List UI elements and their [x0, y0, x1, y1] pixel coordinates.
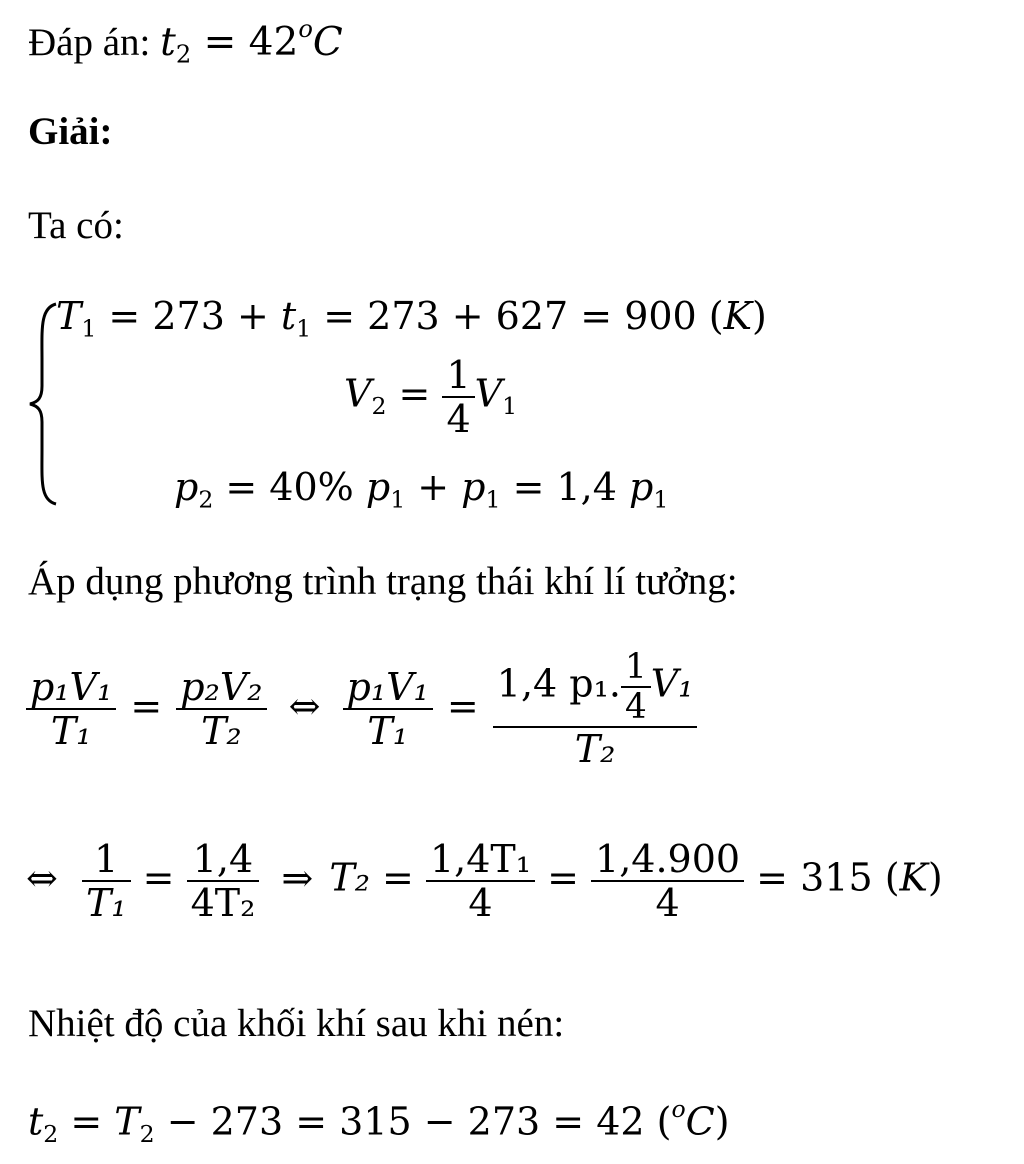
eq2-result: = 315 ( [756, 855, 900, 900]
s3-p1b-sub: 1 [485, 485, 501, 514]
final-eq: = [58, 1099, 115, 1144]
s1-rhs: = 273 + 627 = 900 ( [311, 294, 724, 338]
eq2-c-den: 4 [468, 881, 493, 925]
s1-T-sub: 1 [81, 314, 97, 343]
answer-label: Đáp án: [28, 21, 161, 65]
answer-value: = 42 [191, 20, 299, 66]
eq1-equals-2: = [446, 683, 479, 728]
s2-num: 1 [442, 356, 474, 398]
s3-p1b: p [461, 465, 486, 509]
system-line-3 [174, 465, 669, 514]
final-T: T [114, 1099, 140, 1144]
answer-var: t [160, 20, 176, 66]
final-equation [28, 1095, 730, 1149]
eq2-d-den: 4 [655, 881, 680, 925]
eq1-d-num [493, 647, 698, 728]
solution-heading: Giải: [28, 110, 113, 153]
final-t-sub: 2 [43, 1120, 59, 1149]
s2-V1-sub: 1 [502, 392, 518, 421]
s1-T: T [56, 294, 82, 338]
eq2-b-den: 4T₂ [190, 881, 256, 925]
eq2-equals-2: = [382, 855, 414, 900]
answer-line [28, 17, 343, 67]
eq2-frac-c [426, 837, 535, 925]
s2-den: 4 [446, 397, 471, 441]
s3-p1: p [365, 465, 391, 509]
s3-rhs: = 1,4 [500, 465, 629, 509]
eq1-d-den: T₂ [574, 727, 616, 772]
eq2-a-num: 1 [82, 840, 131, 882]
eq2-close: ) [927, 855, 943, 900]
s1-t-sub: 1 [296, 314, 312, 343]
final-T-sub: 2 [139, 1120, 155, 1149]
system-line-2 [344, 353, 518, 441]
s1-close: ) [752, 294, 767, 338]
final-t: t [28, 1099, 44, 1144]
answer-unit: C [312, 20, 343, 66]
eq1-d-pre: 1,4 p₁. [496, 661, 621, 706]
eq1-a-num: p₁V₁ [26, 668, 116, 710]
answer-math [160, 15, 343, 69]
eq1-d-fn: 1 [621, 650, 651, 688]
eq2-frac-a [82, 837, 131, 925]
s2-fraction [442, 353, 474, 441]
answer-sub: 2 [175, 40, 192, 69]
final-close: ) [714, 1099, 730, 1144]
eq2-unit: K [899, 855, 928, 900]
eq1-frac-b [176, 665, 266, 754]
eq1-frac-a [26, 665, 116, 754]
intro-text: Ta có: [28, 204, 124, 247]
eq2-lhs: T₂ [329, 855, 370, 900]
eq2-equals-3: = [547, 855, 579, 900]
s2-V1: V [474, 371, 503, 416]
s3-mid: = 40% [213, 465, 366, 509]
eq1-d-post: V₁ [650, 661, 694, 706]
eq1-d-inner-frac [621, 647, 651, 728]
s2-V: V [344, 371, 372, 416]
eq2-frac-b [187, 837, 260, 925]
final-unit: C [685, 1099, 715, 1144]
eq1-c-num: p₁V₁ [343, 668, 433, 710]
temperature-text: Nhiệt độ của khối khí sau khi nén: [28, 1002, 565, 1045]
s3-p1c: p [629, 465, 654, 509]
s3-p1c-sub: 1 [653, 485, 669, 514]
final-degree: o [671, 1095, 686, 1123]
equation-2 [26, 837, 943, 925]
eq2-a-den: T₁ [85, 881, 127, 925]
s2-eq: = [386, 371, 443, 416]
eq1-a-den: T₁ [50, 709, 92, 754]
system-line-1 [56, 294, 767, 343]
eq1-b-num: p₂V₂ [176, 668, 266, 710]
s1-mid: = 273 + [96, 294, 281, 338]
eq2-d-num: 1,4.900 [591, 840, 744, 882]
apply-text: Áp dụng phương trình trạng thái khí lí tưởng: [28, 560, 738, 603]
s1-t: t [280, 294, 297, 338]
s3-p1-sub: 1 [390, 485, 406, 514]
eq1-c-den: T₁ [367, 709, 408, 754]
eq1-d-fd: 4 [624, 687, 647, 728]
s2-V-sub: 2 [371, 392, 387, 421]
eq1-iff: ⇔ [288, 683, 321, 728]
s3-plus: + [405, 465, 462, 509]
eq1-equals-1: = [130, 683, 163, 728]
eq2-c-num: 1,4T₁ [426, 840, 535, 882]
final-rhs: − 273 = 315 − 273 = 42 ( [154, 1099, 672, 1144]
s3-p-sub: 2 [198, 485, 214, 514]
equation-1 [26, 647, 697, 772]
eq2-iff: ⇔ [26, 855, 58, 900]
eq2-implies: ⇒ [281, 855, 314, 900]
answer-degree: o [298, 15, 313, 43]
eq1-frac-c [343, 665, 433, 754]
s1-unit: K [723, 294, 753, 338]
eq2-b-num: 1,4 [187, 840, 260, 882]
eq2-equals-1: = [142, 855, 175, 900]
eq1-frac-d [493, 647, 698, 772]
eq1-b-den: T₂ [201, 709, 242, 754]
s3-p: p [174, 465, 199, 509]
eq2-frac-d [591, 837, 744, 925]
